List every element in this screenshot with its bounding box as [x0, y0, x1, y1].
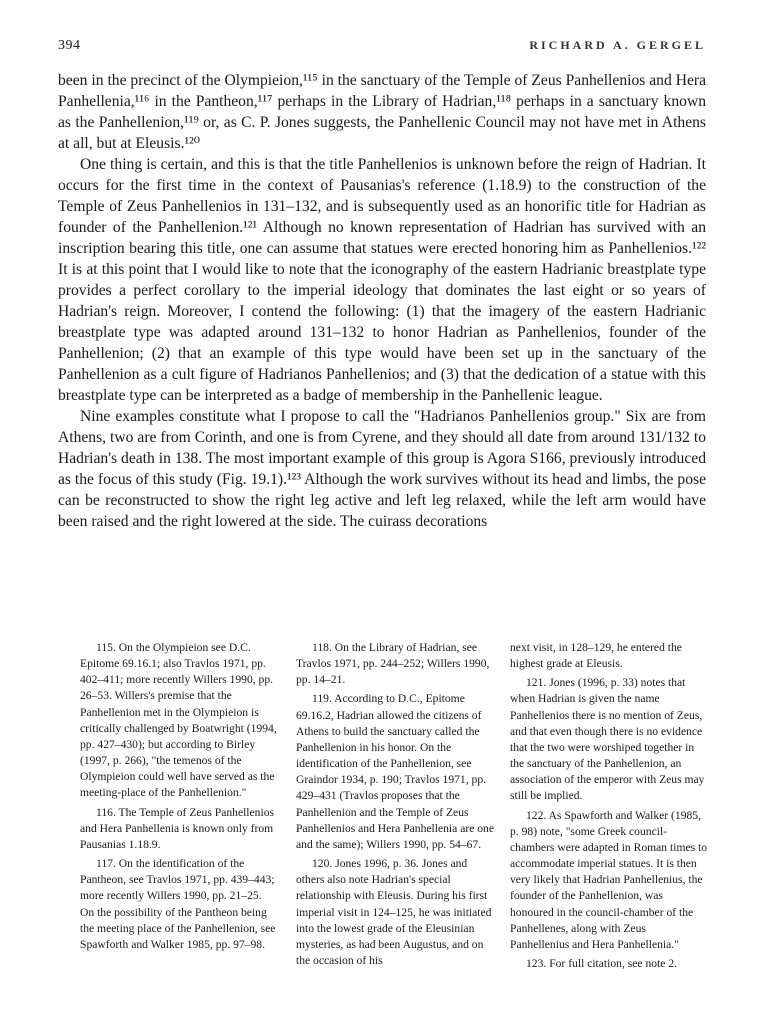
- footnote-120-continued: next visit, in 128–129, he entered the highest grade at Eleusis.: [510, 641, 682, 671]
- footnotes: [58, 640, 714, 1000]
- footnote-123: 123. For full citation, see note 2.: [526, 956, 678, 970]
- footnote-122: 122. As Spawforth and Walker (1985, p. 98) note, "some Greek council-chambers were adapted in Roman times to accommodate imperial statues. It is then very likely that Hadrian Panhellenius, the founder of the Panhellenion, was honoured in the council-chamber of the Panhellenes, along with Zeus Panhellenius and Hera Panhellenia.": [510, 808, 708, 951]
- paragraph-3: Nine examples constitute what I propose to call the "Hadrianos Panhellenios group." Six are from Athens, two are from Corinth, and one is from Cyrene, and they should all date from around 131/132 to Hadrian's death in 138. The most important example of this group is Agora S166, previously introduced as the focus of this study (Fig. 19.1).¹²³ Although the work survives without its head and limbs, the pose can be reconstructed to show the right leg active and left leg relaxed, while the left arm would have been raised and the right lowered at the side. The cuirass decorations: [58, 408, 706, 530]
- running-head: [58, 38, 706, 58]
- footnote-121: 121. Jones (1996, p. 33) notes that when Hadrian is given the name Panhellenios there is no mention of Zeus, and that even though there is no evidence that the two were worshiped together in the sanctuary of the Panhellenion, an association of the emperor with Zeus may still be implied.: [510, 676, 705, 803]
- running-head-author: RICHARD A. GERGEL: [529, 38, 706, 52]
- footnote-120: 120. Jones 1996, p. 36. Jones and others also note Hadrian's special relationship with Eleusis. During his first imperial visit in 124–125, he was initiated into the lowest grade of the Eleusinian mysteries, as had been Augustus, and on the occasion of his: [296, 857, 492, 967]
- footnote-115: 115. On the Olympieion see D.C. Epitome 69.16.1; also Travlos 1971, pp. 402–411; more recently Willers 1990, pp. 26–53. Willers's premise that the Panhellenion met in the Olympieion is critically challenged by Boatwright (1994, pp. 427–430); but according to Birley (1997, p. 266), "the temenos of the Olympieion could well have served as the meeting-place of the Panhellenion.": [80, 641, 277, 800]
- footnote-118: 118. On the Library of Hadrian, see Travlos 1971, pp. 244–252; Willers 1990, pp. 14–21.: [296, 641, 490, 687]
- footnote-column-1: [80, 640, 278, 956]
- footnote-119: 119. According to D.C., Epitome 69.16.2, Hadrian allowed the citizens of Athens to build the sanctuary called the Panhellenion in his honor. On the identification of the Panhellenion, see Graindor 1934, p. 190; Travlos 1971, pp. 429–431 (Travlos proposes that the Panhellenion and the Temple of Zeus Panhellenios and Hera Panhellenia are one and the same); Willers 1990, pp. 54–67.: [296, 692, 494, 851]
- page-number: 394: [58, 38, 81, 53]
- footnote-column-2: [296, 640, 494, 972]
- paragraph-1: been in the precinct of the Olympieion,¹¹⁵ in the sanctuary of the Temple of Zeus Panhellenios and Hera Panhellenia,¹¹⁶ in the Pantheon,¹¹⁷ perhaps in the Library of Hadrian,¹¹⁸ perhaps in a sanctuary known as the Panhellenion,¹¹⁹ or, as C. P. Jones suggests, the Panhellenic Council may not have met in Athens at all, but at Eleusis.¹²⁰: [58, 72, 706, 152]
- footnote-116: 116. The Temple of Zeus Panhellenios and Hera Panhellenia is known only from Pausanias 1.18.9.: [80, 805, 274, 851]
- footnote-column-3: [510, 640, 708, 975]
- paragraph-2: One thing is certain, and this is that the title Panhellenios is unknown before the reign of Hadrian. It occurs for the first time in the context of Pausanias's reference (1.18.9) to the construction of the Temple of Zeus Panhellenios in 131–132, and is subsequently used as an honorific title for Hadrian as founder of the Panhellenion.¹²¹ Although no known representation of Hadrian has survived with an inscription bearing this title, one can assume that statues were erected honoring him as Panhellenios.¹²² It is at this point that I would like to note that the iconography of the eastern Hadrianic breastplate type provides a perfect corollary to the imperial ideology that dominates the last eight or so years of Hadrian's reign. Moreover, I contend the following: (1) that the imagery of the eastern Hadrianic breastplate type was adapted around 131–132 to honor Hadrian as Panhellenios, founder of the Panhellenion; (2) that an example of this type would have been set up in the sanctuary of the Panhellenion as a cult figure of Hadrianos Panhellenios; and (3) that the dedication of a statue with this breastplate type can be interpreted as a badge of membership in the Panhellenic league.: [58, 156, 706, 404]
- main-text: [58, 70, 706, 532]
- footnote-117: 117. On the identification of the Pantheon, see Travlos 1971, pp. 439–443; more recently Willers 1990, pp. 21–25. On the possibility of the Pantheon being the meeting place of the Panhellenion, see Spawforth and Walker 1985, pp. 97–98.: [80, 857, 276, 951]
